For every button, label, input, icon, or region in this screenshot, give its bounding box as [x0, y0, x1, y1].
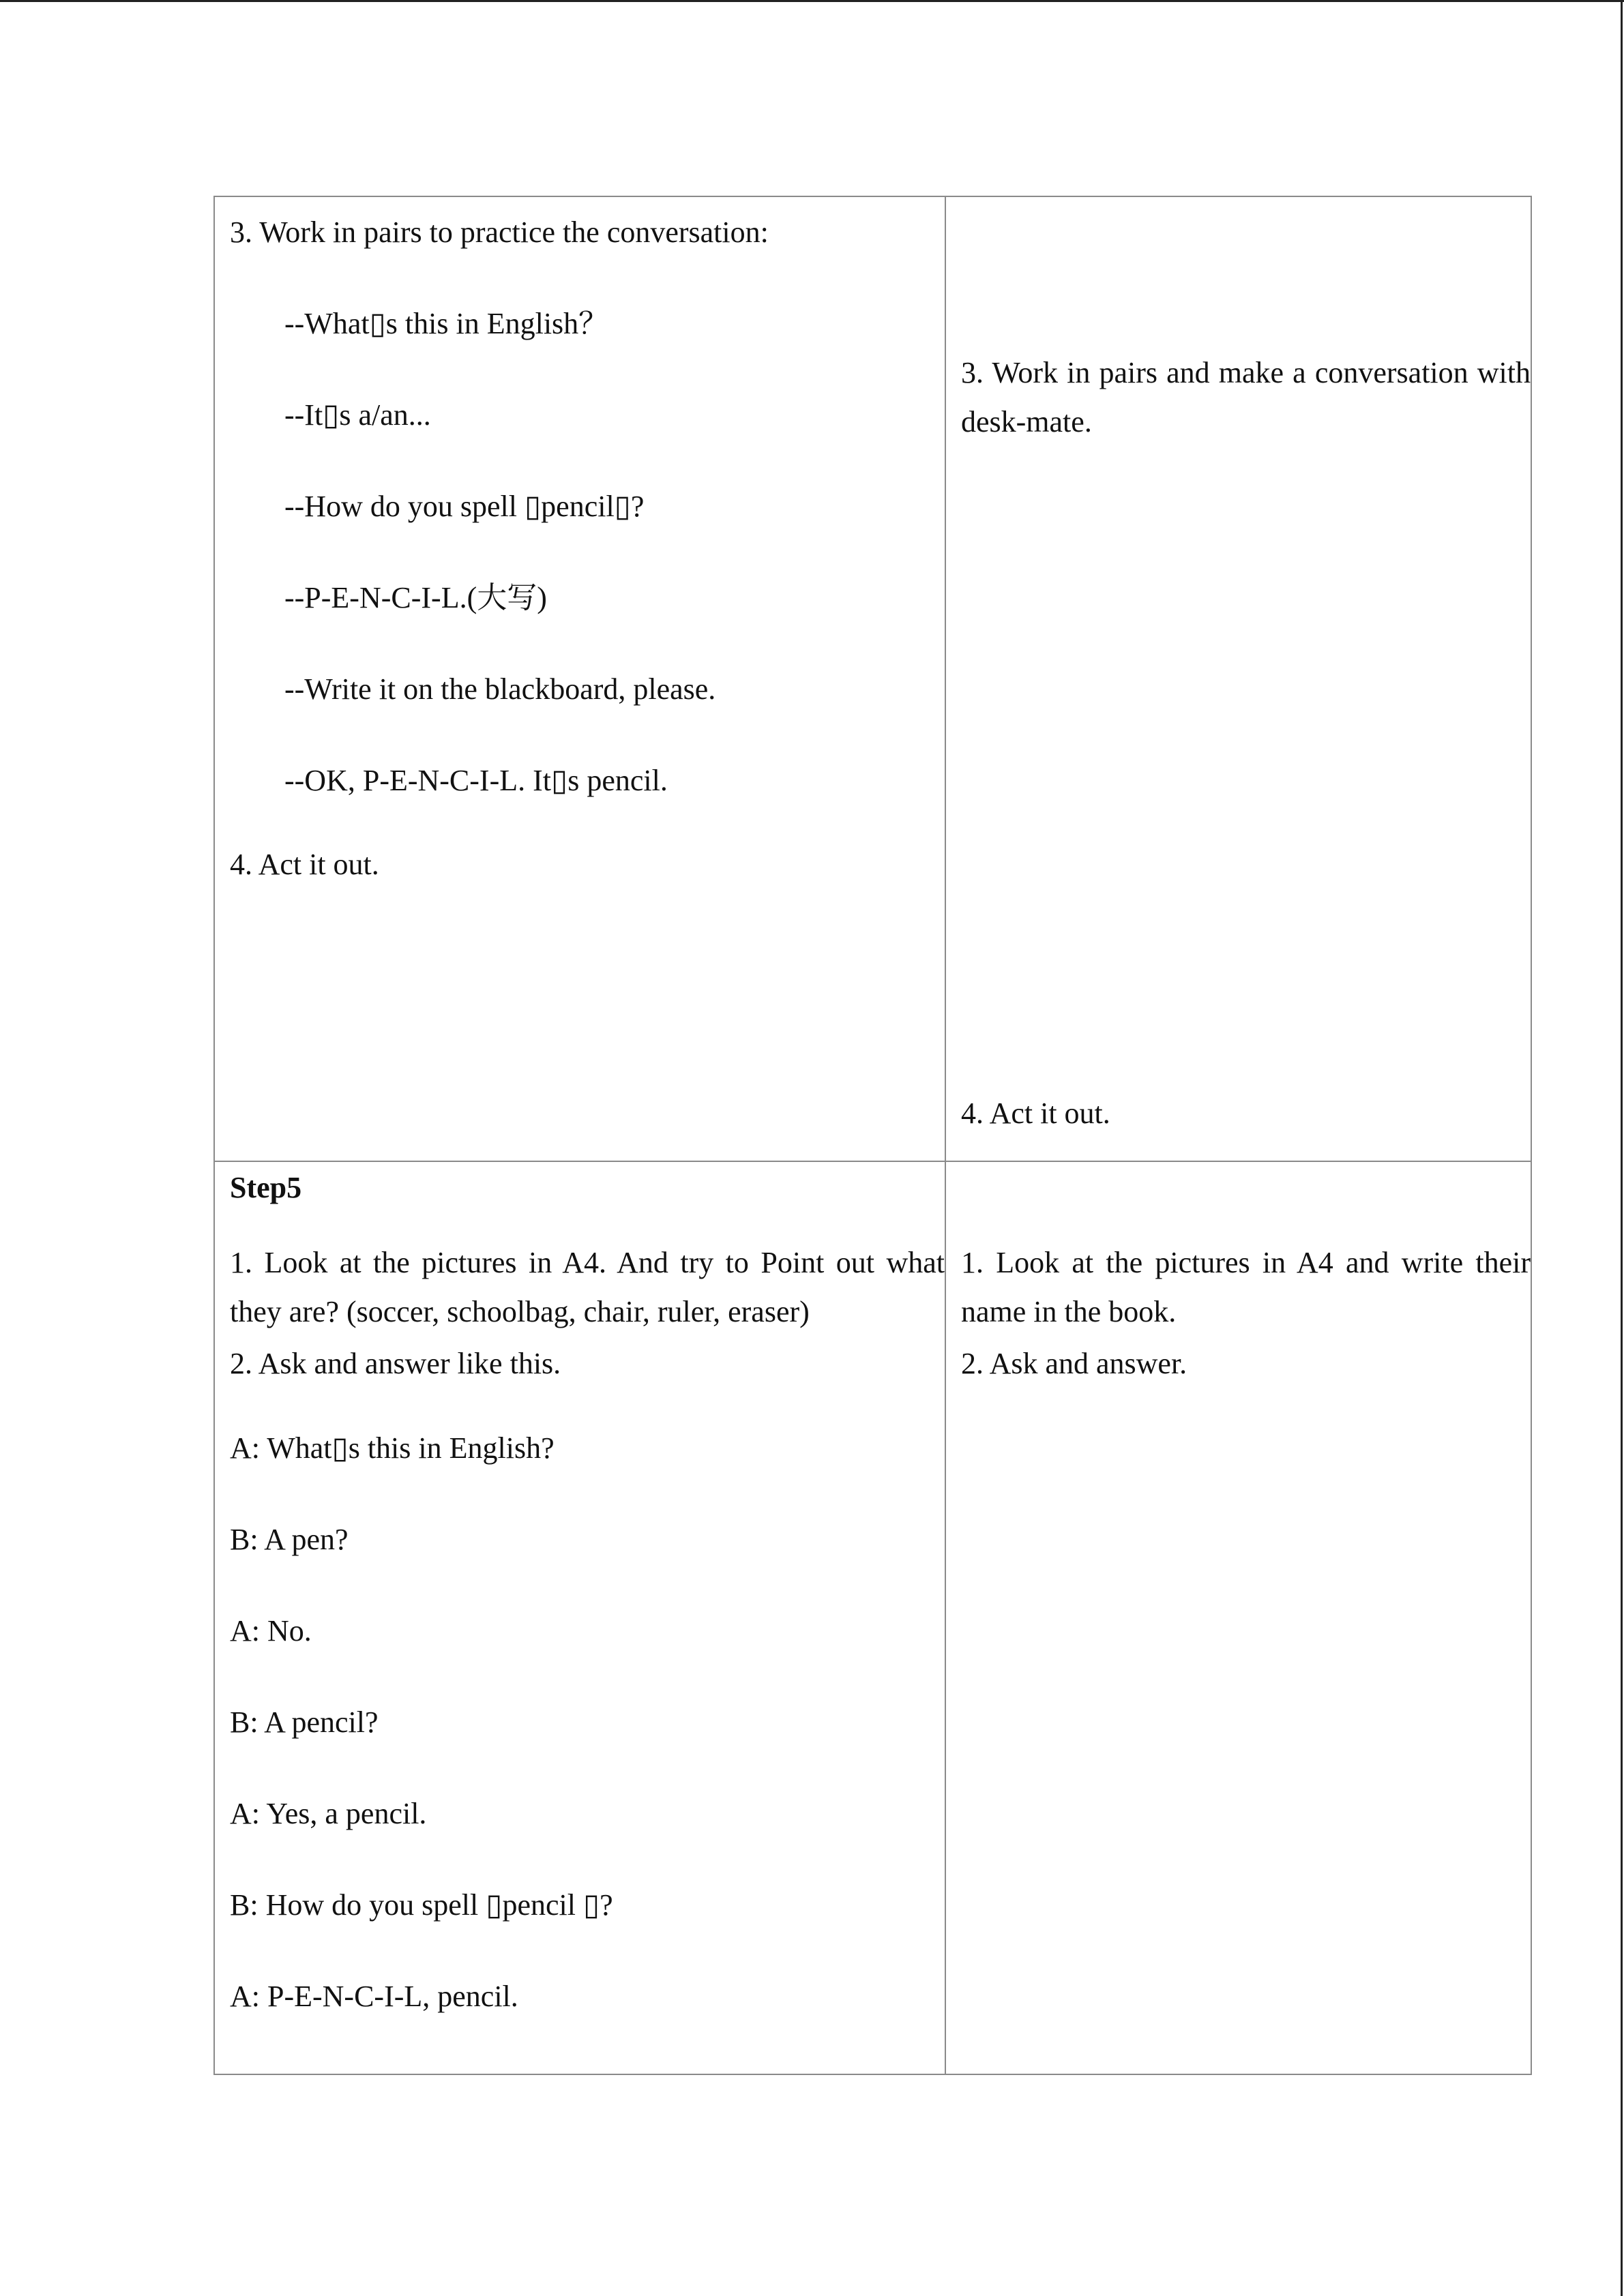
dialogue-line: --It▯s a/an... [284, 398, 431, 432]
dialogue-line: --How do you spell ▯pencil▯? [284, 490, 645, 523]
student-activity-cell [945, 1161, 1531, 2074]
step-title: Step5 [230, 1171, 302, 1204]
teacher-activity-cell [214, 196, 945, 1161]
student-item-4: 4. Act it out. [961, 1097, 1110, 1130]
instruction-item-3: 3. Work in pairs to practice the conversation: [230, 215, 769, 249]
dialogue-line: --OK, P-E-N-C-I-L. It▯s pencil. [284, 764, 668, 797]
page-top-rule [0, 0, 1624, 2]
dialogue-line: A: What▯s this in English? [230, 1431, 555, 1465]
dialogue-line: B: A pencil? [230, 1705, 379, 1739]
table-row [214, 196, 1531, 1161]
dialogue-line: A: Yes, a pencil. [230, 1797, 427, 1830]
student-item-1: 1. Look at the pictures in A4 and write their name in the book. [961, 1246, 1531, 1328]
student-activity-cell [945, 196, 1531, 1161]
dialogue-line: --What▯s this in English？ [284, 307, 609, 340]
instruction-item-1: 1. Look at the pictures in A4. And try to Point out what they are? (soccer, schoolbag, chair, ruler, eraser) [230, 1246, 945, 1328]
dialogue-line: A: No. [230, 1614, 312, 1648]
dialogue-line: A: P-E-N-C-I-L, pencil. [230, 1980, 518, 2013]
dialogue-line: B: A pen? [230, 1523, 349, 1556]
teacher-activity-cell [214, 1161, 945, 2074]
dialogue-line: B: How do you spell ▯pencil ▯? [230, 1888, 613, 1922]
table-row [214, 1161, 1531, 2074]
student-item-3: 3. Work in pairs and make a conversation with desk-mate. [961, 356, 1531, 438]
page-right-rule [1621, 0, 1623, 2296]
lesson-plan-table [213, 196, 1532, 2075]
instruction-item-2: 2. Ask and answer like this. [230, 1347, 561, 1380]
dialogue-line: --P-E-N-C-I-L.(大写) [284, 581, 547, 614]
dialogue-line: --Write it on the blackboard, please. [284, 672, 716, 706]
instruction-item-4: 4. Act it out. [230, 848, 379, 881]
student-item-2: 2. Ask and answer. [961, 1347, 1187, 1380]
